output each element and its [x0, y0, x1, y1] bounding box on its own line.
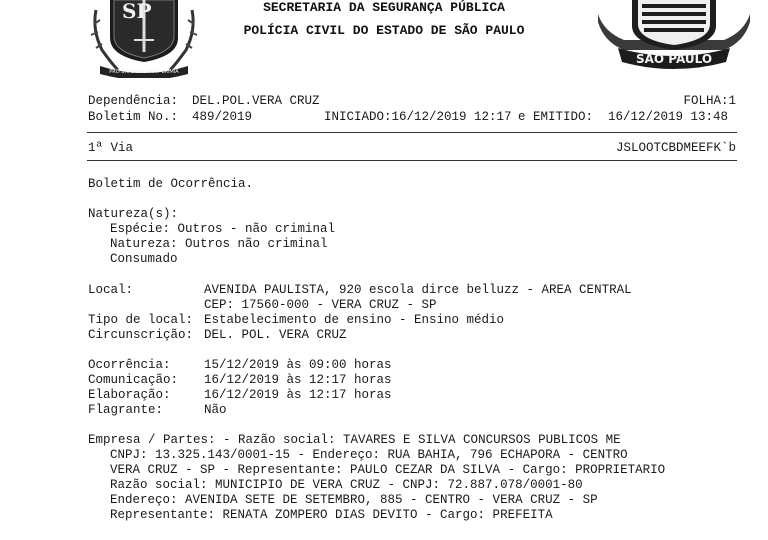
- partes-line-5: Endereço: AVENIDA SETE DE SETEMBRO, 885 - CENTRO - VERA CRUZ - SP: [110, 493, 598, 507]
- circunscricao-value: DEL. POL. VERA CRUZ: [204, 328, 347, 342]
- comunicacao-value: 16/12/2019 às 12:17 horas: [204, 373, 392, 387]
- dependencia-value: DEL.POL.VERA CRUZ: [192, 94, 320, 108]
- elaboracao-value: 16/12/2019 às 12:17 horas: [204, 388, 392, 402]
- natureza-line: Natureza: Outros não criminal: [110, 237, 328, 251]
- local-address: AVENIDA PAULISTA, 920 escola dirce belluzz - AREA CENTRAL: [204, 283, 632, 297]
- divider-bottom: [87, 160, 737, 161]
- natureza-label: Natureza(s):: [88, 207, 179, 221]
- partes-line-2: CNPJ: 13.325.143/0001-15 - Endereço: RUA BAHIA, 796 ECHAPORA - CENTRO: [110, 448, 628, 462]
- flagrante-label: Flagrante:: [88, 403, 164, 417]
- dependencia-label: Dependência:: [88, 94, 179, 108]
- iniciado-datetime: INICIADO:16/12/2019 12:17: [324, 110, 512, 124]
- consumado-line: Consumado: [110, 252, 178, 266]
- ocorrencia-value: 15/12/2019 às 09:00 horas: [204, 358, 392, 372]
- comunicacao-label: Comunicação:: [88, 373, 179, 387]
- partes-line-4: Razão social: MUNICIPIO DE VERA CRUZ - CNPJ: 72.887.078/0001-80: [110, 478, 583, 492]
- emitido-datetime: e EMITIDO: 16/12/2019 13:48: [518, 110, 729, 124]
- flagrante-value: Não: [204, 403, 227, 417]
- partes-line-6: Representante: RENATA ZOMPERO DIAS DEVITO - Cargo: PREFEITA: [110, 508, 553, 522]
- partes-line-3: VERA CRUZ - SP - Representante: PAULO CEZAR DA SILVA - Cargo: PROPRIETARIO: [110, 463, 666, 477]
- right-seal-text: SÃO PAULO: [635, 52, 713, 66]
- ocorrencia-label: Ocorrência:: [88, 358, 171, 372]
- header-secretaria: SECRETARIA DA SEGURANÇA PÚBLICA: [263, 0, 505, 15]
- local-cep: CEP: 17560-000 - VERA CRUZ - SP: [204, 298, 437, 312]
- elaboracao-label: Elaboração:: [88, 388, 171, 402]
- boletim-value: 489/2019: [192, 110, 253, 124]
- boletim-title: Boletim de Ocorrência.: [88, 177, 254, 191]
- boletim-label: Boletim No.:: [88, 110, 179, 124]
- left-seal-text: SP: [122, 0, 152, 23]
- left-seal-motto: PRO BRASILIA FIANT EXIMIA: [109, 69, 179, 75]
- partes-line-1: Empresa / Partes: - Razão social: TAVARES E SILVA CONCURSOS PUBLICOS ME: [88, 433, 621, 447]
- tipo-local-value: Estabelecimento de ensino - Ensino médio: [204, 313, 505, 327]
- document-code: JSLOOTCBDMEEFK`b: [615, 141, 736, 155]
- tipo-local-label: Tipo de local:: [88, 313, 194, 327]
- circunscricao-label: Circunscrição:: [88, 328, 194, 342]
- especie-line: Espécie: Outros - não criminal: [110, 222, 336, 236]
- via-label: 1ª Via: [88, 141, 134, 155]
- header-policia-civil: POLÍCIA CIVIL DO ESTADO DE SÃO PAULO: [243, 23, 525, 38]
- divider-top: [87, 132, 737, 133]
- folha-number: FOLHA:1: [683, 94, 736, 108]
- local-label: Local:: [88, 283, 134, 297]
